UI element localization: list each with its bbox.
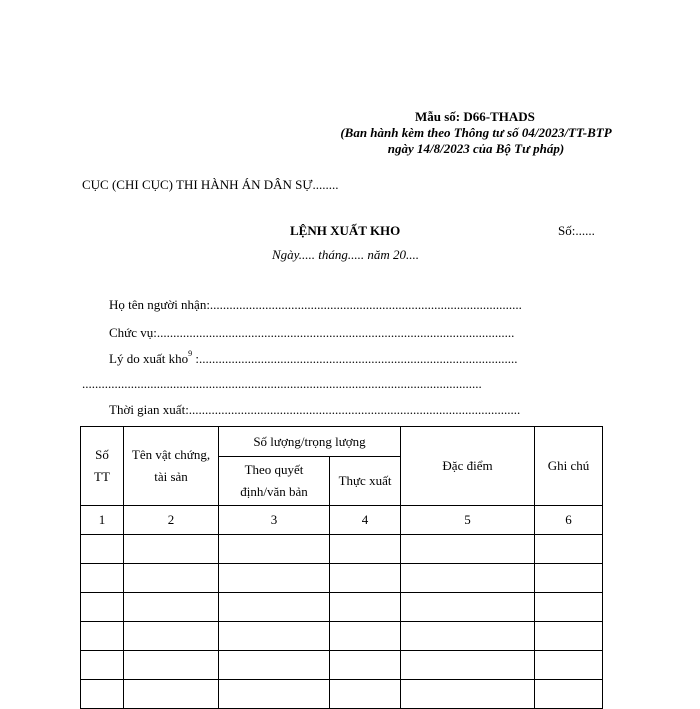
table-header-row: [81, 427, 603, 457]
table-cell[interactable]: [219, 622, 330, 651]
issuance-note: [338, 125, 614, 157]
column-number: 6: [535, 506, 603, 535]
col-header-quantity-decision: [219, 457, 330, 506]
col-header-note: Ghi chú: [535, 427, 603, 506]
footnote-marker: 9: [188, 349, 193, 358]
table-cell[interactable]: [81, 535, 124, 564]
table-cell[interactable]: [535, 535, 603, 564]
table-cell[interactable]: [81, 564, 124, 593]
table-cell[interactable]: [535, 564, 603, 593]
time-field: Thời gian xuất:......................................................................................................: [109, 402, 521, 417]
reason-continuation: ...........................................................................................................................: [82, 376, 482, 391]
col-header-decision-line1: Theo quyết: [244, 462, 304, 477]
table-cell[interactable]: [401, 535, 535, 564]
table-cell[interactable]: [401, 564, 535, 593]
column-number-row: [81, 506, 603, 535]
table-cell[interactable]: [535, 622, 603, 651]
table-cell[interactable]: [219, 593, 330, 622]
table-row: [81, 680, 603, 709]
table-cell[interactable]: [124, 622, 219, 651]
table-row: [81, 593, 603, 622]
table-cell[interactable]: [124, 535, 219, 564]
document-number: Số:......: [558, 223, 595, 238]
table-cell[interactable]: [401, 593, 535, 622]
document-date: Ngày..... tháng..... năm 20....: [272, 247, 419, 262]
table-cell[interactable]: [535, 651, 603, 680]
column-number: 3: [219, 506, 330, 535]
table-cell[interactable]: [219, 535, 330, 564]
table-cell[interactable]: [219, 564, 330, 593]
col-header-features: Đặc điểm: [401, 427, 535, 506]
table-row: [81, 535, 603, 564]
col-header-no-line1: Số: [95, 447, 109, 462]
goods-table: [80, 426, 603, 709]
table-cell[interactable]: [535, 593, 603, 622]
reason-label: Lý do xuất kho: [109, 351, 189, 366]
agency-name: CỤC (CHI CỤC) THI HÀNH ÁN DÂN SỰ........: [82, 177, 339, 192]
col-header-quantity-group: Số lượng/trọng lượng: [219, 427, 401, 457]
column-number: 4: [330, 506, 401, 535]
table-cell[interactable]: [81, 651, 124, 680]
table-cell[interactable]: [219, 651, 330, 680]
document-title: LỆNH XUẤT KHO: [290, 223, 401, 238]
table-cell[interactable]: [401, 680, 535, 709]
table-cell[interactable]: [330, 680, 401, 709]
table-cell[interactable]: [124, 564, 219, 593]
table-cell[interactable]: [330, 564, 401, 593]
table-row: [81, 622, 603, 651]
col-header-quantity-actual: Thực xuất: [330, 457, 401, 506]
col-header-no: [81, 427, 124, 506]
table-cell[interactable]: [330, 651, 401, 680]
col-header-decision-line2: định/văn bản: [240, 484, 308, 499]
recipient-field: Họ tên người nhận:................................................................................................: [109, 297, 522, 312]
col-header-item-line1: Tên vật chứng,: [131, 447, 211, 462]
table-row: [81, 564, 603, 593]
issuance-line-1: (Ban hành kèm theo Thông tư số 04/2023/TT-BTP: [340, 125, 612, 140]
table-cell[interactable]: [219, 680, 330, 709]
table-cell[interactable]: [401, 651, 535, 680]
table-cell[interactable]: [535, 680, 603, 709]
position-field: Chức vụ:..............................................................................................................: [109, 325, 515, 340]
table-cell[interactable]: [124, 680, 219, 709]
form-code: Mẫu số: D66-THADS: [415, 109, 535, 124]
table-cell[interactable]: [81, 593, 124, 622]
column-number: 5: [401, 506, 535, 535]
table-cell[interactable]: [330, 622, 401, 651]
table-cell[interactable]: [124, 593, 219, 622]
col-header-no-line2: TT: [94, 469, 110, 484]
reason-dots: :..................................................................................................: [192, 351, 518, 366]
table-cell[interactable]: [330, 593, 401, 622]
table-cell[interactable]: [81, 680, 124, 709]
column-number: 2: [124, 506, 219, 535]
issuance-line-2: ngày 14/8/2023 của Bộ Tư pháp): [387, 141, 565, 156]
table-cell[interactable]: [81, 622, 124, 651]
column-number: 1: [81, 506, 124, 535]
col-header-item-line2: tài sản: [154, 469, 188, 484]
table-cell[interactable]: [124, 651, 219, 680]
table-cell[interactable]: [401, 622, 535, 651]
table-cell[interactable]: [330, 535, 401, 564]
table-row: [81, 651, 603, 680]
reason-field: [109, 351, 517, 367]
col-header-item: [124, 427, 219, 506]
